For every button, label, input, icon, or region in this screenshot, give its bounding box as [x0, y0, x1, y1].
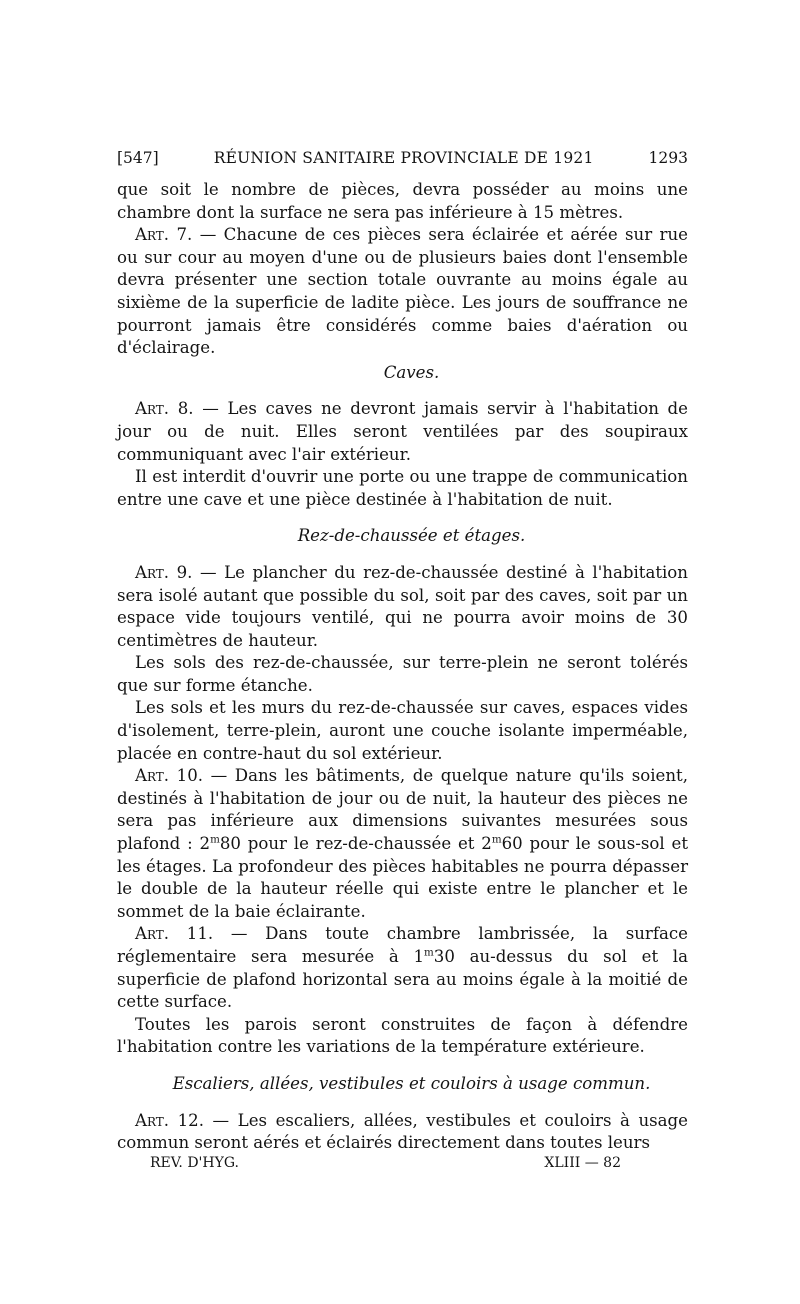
running-head — [117, 148, 688, 168]
article-text: — Le plancher du rez-de-chaussée destiné à l'habitation sera isolé autant que possible du sol, soit par des caves, soit par un espace vide toujours ventilé, qui ne pourra avoir moins de 30 centimètres de hauteur. — [117, 562, 688, 650]
paragraph-parois: Toutes les parois seront construites de façon à défendre l'habitation contre les variations de la température extérieure. — [117, 1014, 688, 1057]
footer-signature: XLIII — 82 — [544, 1155, 621, 1171]
meter-superscript: m — [424, 946, 434, 959]
header-title: RÉUNION SANITAIRE PROVINCIALE DE 1921 — [213, 149, 594, 167]
article-8 — [117, 398, 688, 466]
footer-journal: REV. D'HYG. — [150, 1155, 239, 1171]
section-heading-caves: Caves. — [383, 362, 440, 382]
paragraph-sols-1: Les sols des rez-de-chaussée, sur terre-plein ne seront tolérés que sur forme étanche. — [117, 653, 688, 695]
article-11 — [117, 923, 688, 1013]
paragraph-interdit: Il est interdit d'ouvrir une porte ou une trappe de communication entre une cave et une pièce destinée à l'habitation de nuit. — [117, 467, 688, 509]
page-footer — [150, 1154, 621, 1172]
section-heading-escaliers: Escaliers, allées, vestibules et couloirs à usage commun. — [172, 1073, 651, 1093]
paragraph-sols-2: Les sols et les murs du rez-de-chaussée sur caves, espaces vides d'isolement, terre-plein, auront une couche isolante imperméable, placée en contre-haut du sol extérieur. — [117, 698, 688, 763]
article-label: Art. 9. — [135, 562, 193, 582]
article-text: 80 pour le rez-de-chaussée et 2 — [219, 834, 492, 854]
article-text: — Les escaliers, allées, vestibules et couloirs à usage commun seront aérés et éclairés directement dans toutes leurs — [117, 1110, 688, 1153]
article-10 — [117, 765, 688, 923]
article-label: Art. 7. — [135, 225, 193, 245]
article-text: 60 pour le sous-sol et les étages. La profondeur des pièces habitables ne pourra dépasser le double de la hauteur réelle qui existe entre le plancher et le sommet de la baie éclairante. — [117, 834, 688, 921]
article-text: — Les caves ne devront jamais servir à l'habitation de jour ou de nuit. Elles seront ventilées par des soupiraux communiquant avec l'air extérieur. — [117, 399, 688, 464]
section-heading-rez-de-chaussee: Rez-de-chaussée et étages. — [297, 526, 526, 546]
header-page-number: 1293 — [648, 149, 688, 167]
article-label: Art. 10. — [135, 766, 204, 786]
article-label: Art. 11. — [135, 924, 214, 944]
article-text: — Chacune de ces pièces sera éclairée et aérée sur rue ou sur cour au moyen d'une ou de plusieurs baies dont l'ensemble devra présenter une section totale ouvrante au moins égale au sixième de la superficie de ladite pièce. Les jours de souffrance ne pourront jamais être considérés comme baies d'aération ou d'éclairage. — [117, 225, 688, 358]
meter-superscript: m — [491, 833, 502, 846]
article-text: — Dans les bâtiments, de quelque nature qu'ils soient, destinés à l'habitation de jour ou de nuit, la hauteur des pièces ne sera pas inférieure aux dimensions suivantes mesurées sous plafond : 2 — [117, 766, 688, 854]
article-label: Art. 8. — [135, 399, 194, 419]
article-label: Art. 12. — [135, 1110, 205, 1130]
page-content — [117, 148, 688, 1155]
article-12 — [117, 1110, 688, 1155]
article-text: — Dans toute chambre lambrissée, la surface réglementaire sera mesurée à 1 — [117, 924, 688, 966]
article-9 — [117, 562, 688, 652]
paragraph-continuation: que soit le nombre de pièces, devra posséder au moins une chambre dont la surface ne sera pas inférieure à 15 mètres. — [117, 180, 688, 222]
article-text: 30 au-dessus du sol et la superficie de plafond horizontal sera au moins égale à la moitié de cette surface. — [117, 947, 688, 1012]
header-bracket-number: [547] — [117, 149, 159, 167]
article-7 — [117, 224, 688, 360]
meter-superscript: m — [210, 833, 220, 846]
